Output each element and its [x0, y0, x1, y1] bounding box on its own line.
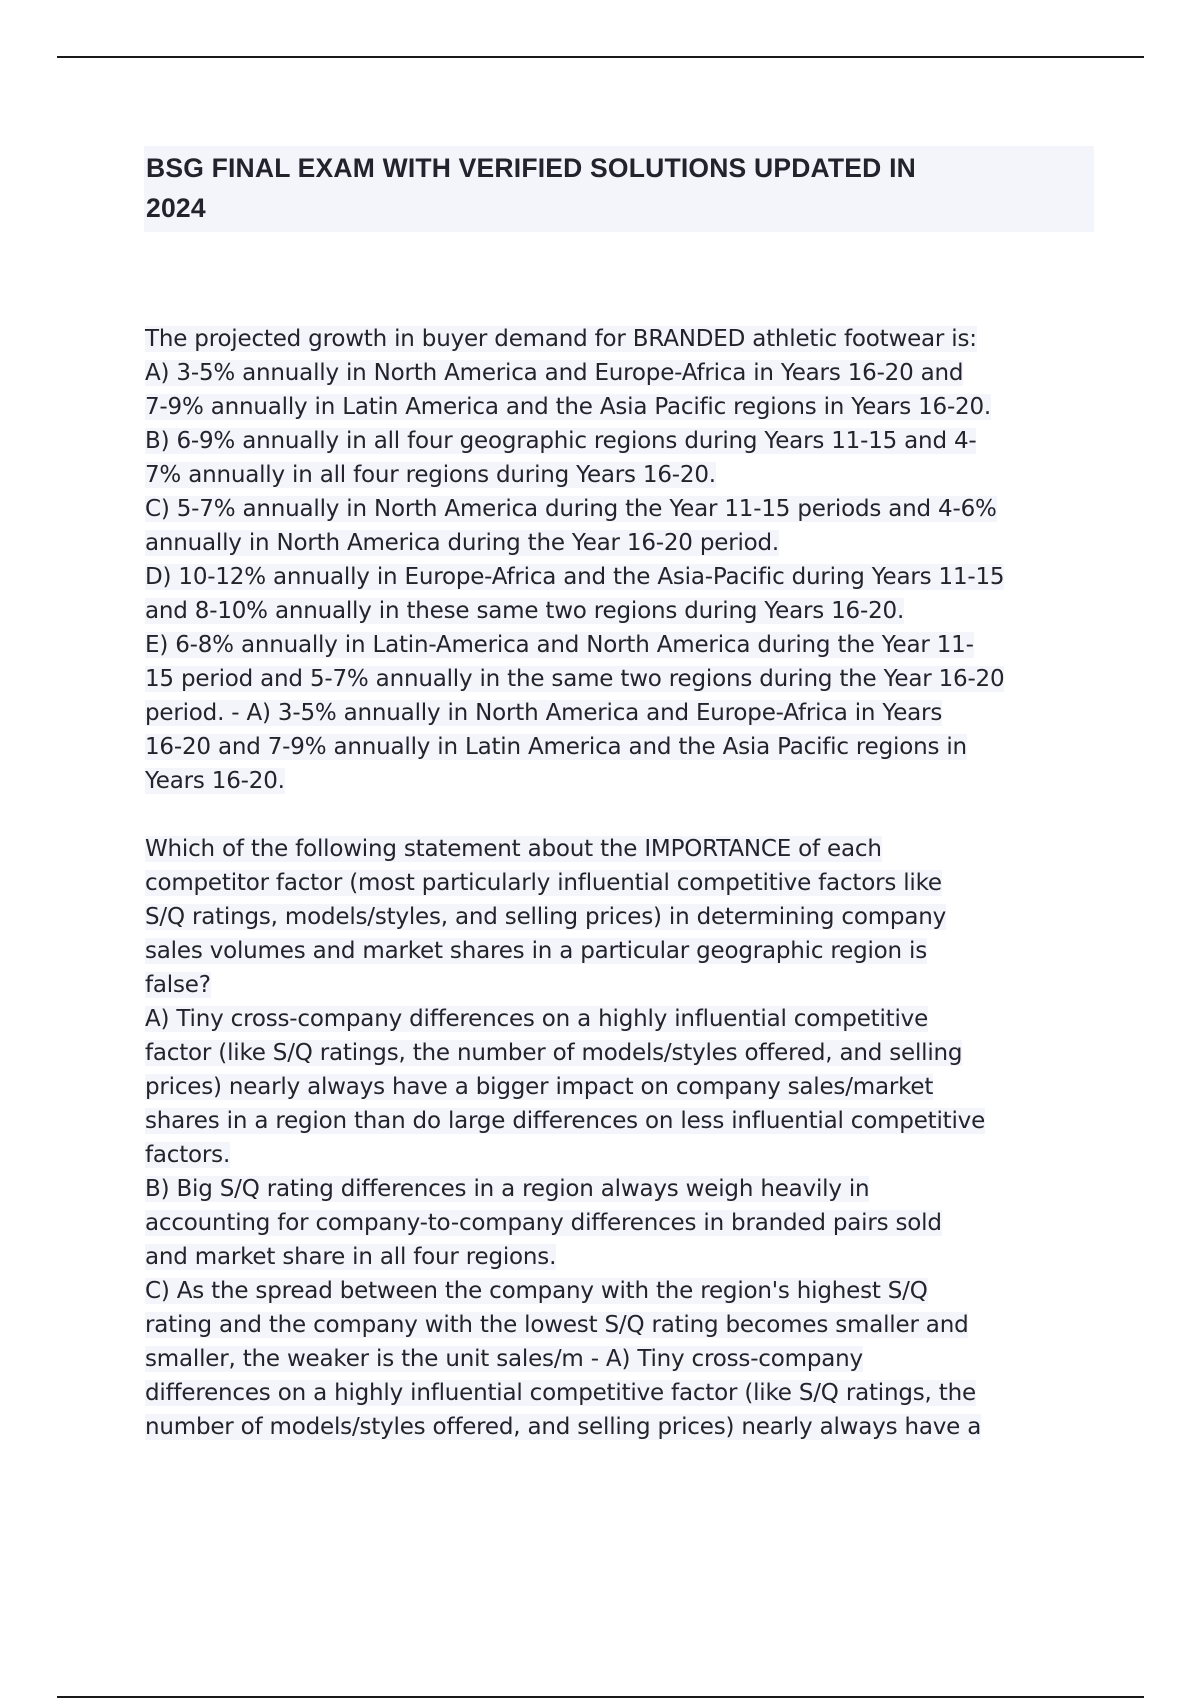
- text-line: differences on a highly influential competitive factor (like S/Q ratings, the: [145, 1380, 976, 1406]
- text-line: S/Q ratings, models/styles, and selling prices) in determining company: [145, 904, 946, 930]
- text-line: competitor factor (most particularly influential competitive factors like: [145, 870, 942, 896]
- text-line: and 8-10% annually in these same two regions during Years 16-20.: [145, 598, 905, 624]
- text-line: annually in North America during the Year 16-20 period.: [145, 530, 780, 556]
- paragraph-gap: [145, 798, 1095, 832]
- text-line: Which of the following statement about the IMPORTANCE of each: [145, 836, 882, 862]
- text-line: B) 6-9% annually in all four geographic regions during Years 11-15 and 4-: [145, 428, 977, 454]
- text-line: number of models/styles offered, and selling prices) nearly always have a: [145, 1414, 982, 1440]
- text-line: smaller, the weaker is the unit sales/m - A) Tiny cross-company: [145, 1346, 863, 1372]
- text-line: A) Tiny cross-company differences on a highly influential competitive: [145, 1006, 929, 1032]
- text-line: Years 16-20.: [145, 768, 285, 794]
- text-line: sales volumes and market shares in a particular geographic region is: [145, 938, 928, 964]
- title-block: [144, 146, 1094, 232]
- text-line: E) 6-8% annually in Latin-America and North America during the Year 11-: [145, 632, 974, 658]
- text-line: C) As the spread between the company with the region's highest S/Q: [145, 1278, 928, 1304]
- text-line: The projected growth in buyer demand for BRANDED athletic footwear is:: [145, 326, 977, 352]
- text-line: accounting for company-to-company differences in branded pairs sold: [145, 1210, 942, 1236]
- title-line: BSG FINAL EXAM WITH VERIFIED SOLUTIONS UPDATED IN: [146, 153, 916, 183]
- text-line: C) 5-7% annually in North America during the Year 11-15 periods and 4-6%: [145, 496, 997, 522]
- text-line: 7-9% annually in Latin America and the Asia Pacific regions in Years 16-20.: [145, 394, 992, 420]
- text-line: 16-20 and 7-9% annually in Latin America and the Asia Pacific regions in: [145, 734, 967, 760]
- top-rule: [57, 56, 1144, 58]
- question-1: [145, 322, 1095, 798]
- document-title: [146, 148, 1094, 228]
- text-line: shares in a region than do large differences on less influential competitive: [145, 1108, 986, 1134]
- text-line: B) Big S/Q rating differences in a region always weigh heavily in: [145, 1176, 870, 1202]
- question-2: [145, 832, 1095, 1444]
- text-line: period. - A) 3-5% annually in North America and Europe-Africa in Years: [145, 700, 943, 726]
- document-body: [145, 322, 1095, 1444]
- text-line: prices) nearly always have a bigger impact on company sales/market: [145, 1074, 934, 1100]
- text-line: false?: [145, 972, 211, 998]
- text-line: and market share in all four regions.: [145, 1244, 557, 1270]
- text-line: factors.: [145, 1142, 231, 1168]
- bottom-rule: [57, 1696, 1144, 1698]
- text-line: factor (like S/Q ratings, the number of models/styles offered, and selling: [145, 1040, 963, 1066]
- text-line: 15 period and 5-7% annually in the same two regions during the Year 16-20: [145, 666, 1005, 692]
- text-line: D) 10-12% annually in Europe-Africa and the Asia-Pacific during Years 11-15: [145, 564, 1005, 590]
- text-line: A) 3-5% annually in North America and Europe-Africa in Years 16-20 and: [145, 360, 964, 386]
- title-line: 2024: [146, 193, 206, 223]
- text-line: rating and the company with the lowest S/Q rating becomes smaller and: [145, 1312, 969, 1338]
- text-line: 7% annually in all four regions during Years 16-20.: [145, 462, 716, 488]
